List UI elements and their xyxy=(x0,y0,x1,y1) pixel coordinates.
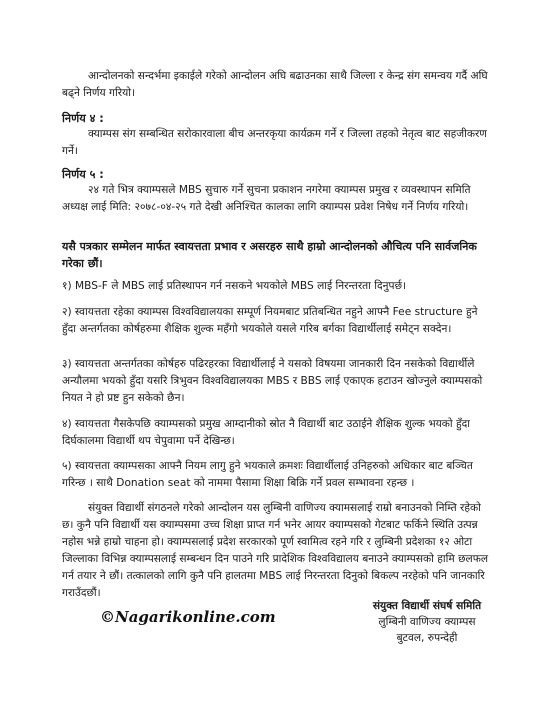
watermark: ©Nagarikonline.com xyxy=(100,608,276,626)
press-statement: यसै पत्रकार सम्मेलन मार्फत स्वायत्तता प्रभाव र असरहरु साथै हाम्रो आन्दोलनको औचित्य पनि सार्वजनिक गरेका छौं। xyxy=(62,240,477,270)
decision-4-text: क्याम्पस संग सम्बन्धित सरोकारवाला बीच अन्तरकृया कार्यक्रम गर्ने र जिल्ला तहको नेतृत्व बाट सहजीकरण गर्ने। xyxy=(62,128,487,157)
point-4: ४) स्वायत्तता गैसकेपछि क्याम्पसको प्रमुख आम्दानीको स्रोत नै विद्यार्थी बाट उठाईने शैक्षिक शुल्क भयको हुँदा दिर्घकालमा विद्यार्थी थप चेपुवामा पर्ने देखिन्छ। xyxy=(62,418,471,447)
decision-5-text: २४ गते भित्र क्याम्पसले MBS सुचारु गर्ने सुचना प्रकाशन नगरेमा क्याम्पस प्रमुख र व्यवस्थापन समिति अध्यक्ष लाई मिति: २०७८-०४-२५ गते देखी अनिश्चित कालका लागि क्याम्पस प्रवेश निषेध गर्ने निर्णय गरियो। xyxy=(62,184,471,213)
signature-place: बुटवल, रुपन्देही xyxy=(396,632,458,644)
closing-paragraph: संयुक्त विद्यार्थी संगठनले गरेको आन्दोलन यस लुम्बिनी वाणिज्य क्यामसलाई राम्रो बनाउनको निम्ति रहेको छ। कुनै पनि विद्यार्थी यस क्याम्पसमा उच्च शिक्षा प्राप्त गर्न भनेर आयर क्याम्पसको गेटबाट फर्किने स्थिति उत्पन्न नहोस भन्ने हाम्रो चाहना हो। क्याम्पसलाई प्रदेश सरकारको पूर्ण स्वामित्व रहने गरि र लुम्बिनी प्रदेशका १२ ओटा जिल्लाका विभिन्न क्याम्पसलाई सम्बन्धन दिन पाउने गरि प्रादेशिक विश्वविद्यालय बनाउने क्याम्पसको हामि छलफल गर्न तयार ने छौं। तत्कालको लागि कुनै पनि हालतमा MBS लाई निरन्तरता दिनुको बिकल्प नरहेको पनि जानकारि गराउँदछौं। xyxy=(62,502,489,599)
point-1: १) MBS-F ले MBS लाई प्रतिस्थापन गर्न नसकने भयकोले MBS लाई निरन्तरता दिनुपर्छ। xyxy=(62,280,407,292)
signature-block xyxy=(352,598,502,646)
point-2: २) स्वायत्तता रहेका क्याम्पस विश्वविद्यालयका सम्पूर्ण नियमबाट प्रतिबन्धित नहुने आफ्नै Fee structure हुने हुँदा अन्तर्गतका कोर्षहरुमा शैक्षिक शुल्क महँगो भयकोले यसले गरिब बर्गका विद्यार्थीलाई समेट्न सक्देन। xyxy=(62,306,478,335)
decision-5-heading: निर्णय ५ : xyxy=(62,168,104,181)
signature-campus: लुम्बिनी वाणिज्य क्याम्पस xyxy=(378,616,476,628)
point-3: ३) स्वायत्तता अन्तर्गतका कोर्षहरु पढिरहरका विद्यार्थीलाई ने यसको विषयमा जानकारी दिन नसकेको विद्यार्थीले अन्यौलमा भयको हुँदा यसरि त्रिभुवन विश्वविद्यालयका MBS र BBS लाई एकाएक हटाउन खोज्नुले क्याम्पसको नियत ने हो प्रष्ट हुन सकेको छैन। xyxy=(62,358,483,404)
intro-paragraph: आन्दोलनको सन्दर्भमा इकाईले गरेको आन्दोलन अघि बढाउनका साथै जिल्ला र केन्द्र संग समन्वय गर्दै अघि बढ्ने निर्णय गरियो। xyxy=(62,70,488,99)
point-5: ५) स्वायत्तता क्याम्पसका आफ्नै नियम लागु हुने भयकाले क्रमशः विद्यार्थीलाई उनिहरुको अधिकार बाट बञ्चित गरिन्छ । साथै Donation seat को नाममा पैसामा शिक्षा बिक्रि गर्ने प्रवल सम्भावना रहन्छ । xyxy=(62,460,473,489)
decision-4-heading: निर्णय ४ : xyxy=(62,112,104,125)
signature-org: संयुक्त विद्यार्थी संघर्ष समिति xyxy=(372,600,482,612)
